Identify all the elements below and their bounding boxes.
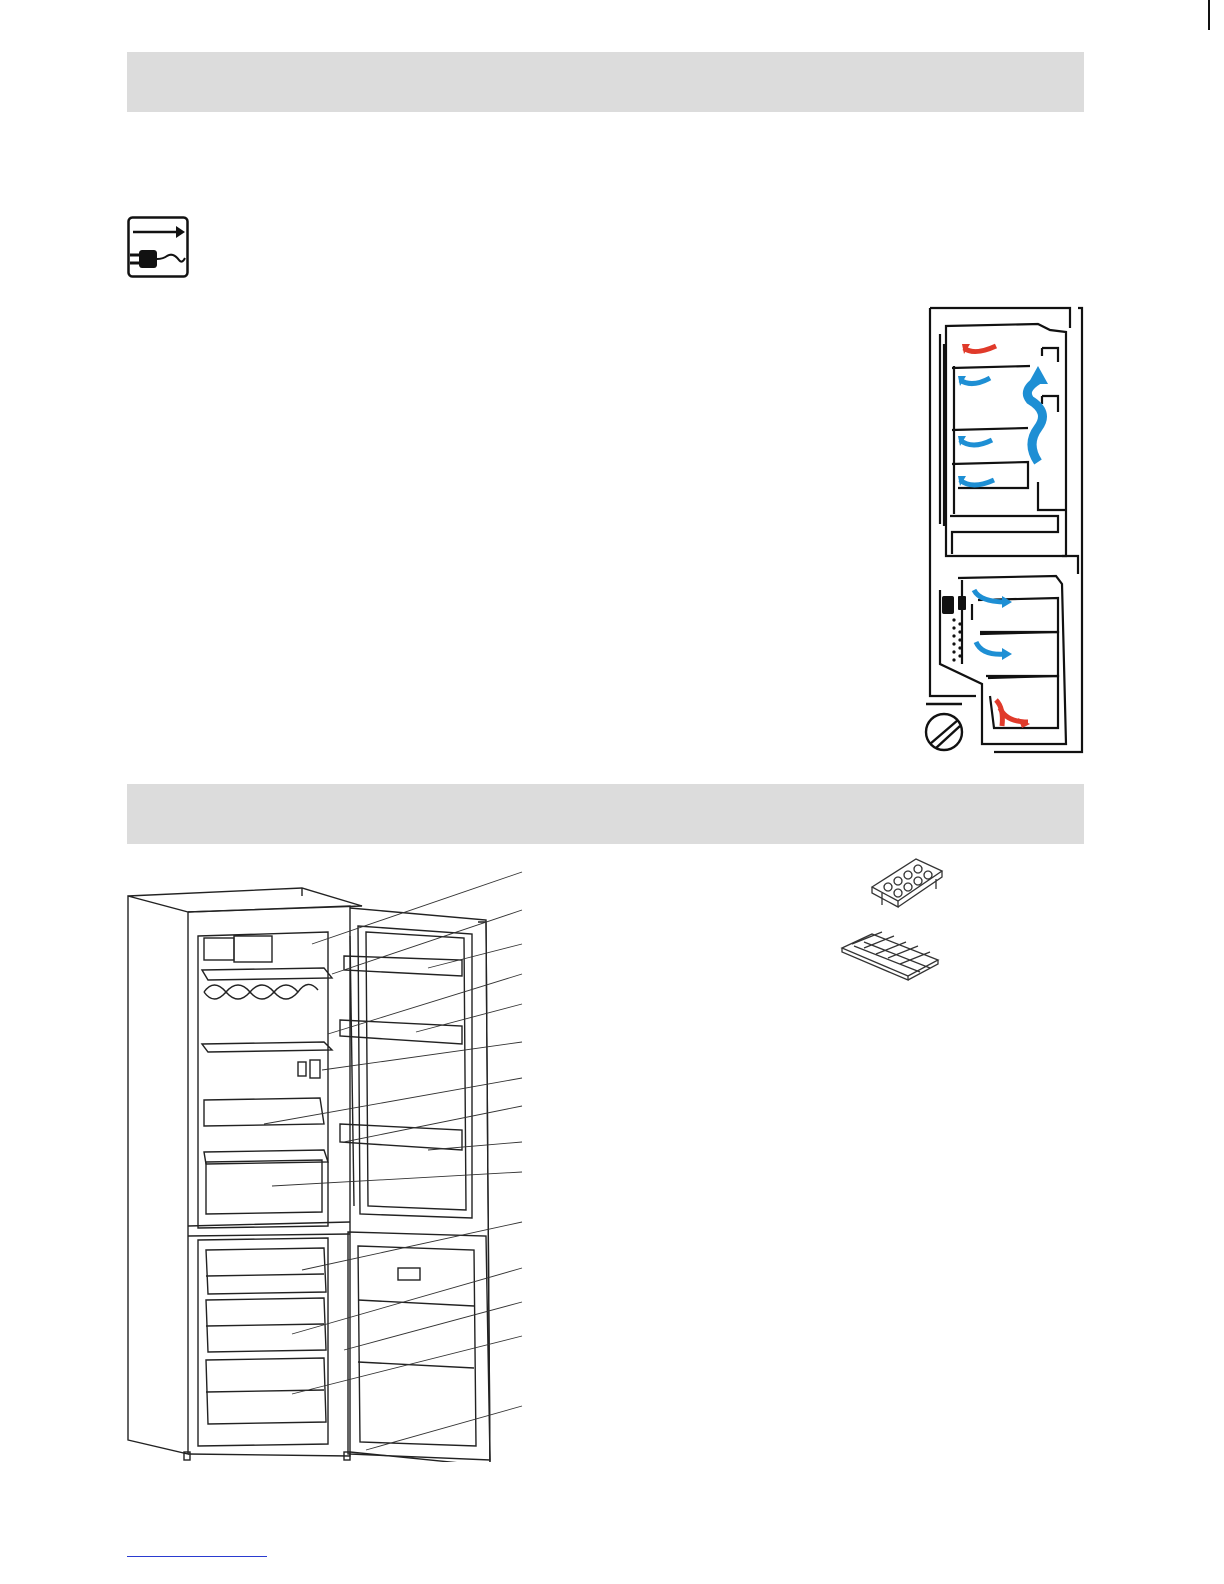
airflow-diagram (918, 304, 1086, 760)
egg-tray-icon (866, 855, 946, 915)
page-edge-mark (1208, 0, 1210, 30)
link-underline[interactable] (127, 1556, 267, 1557)
section-header-bar (127, 784, 1084, 844)
fridge-open-diagram (122, 866, 527, 1462)
section-header-bar (127, 52, 1084, 112)
ice-tray-icon (838, 930, 942, 982)
power-plug-icon (127, 216, 189, 278)
